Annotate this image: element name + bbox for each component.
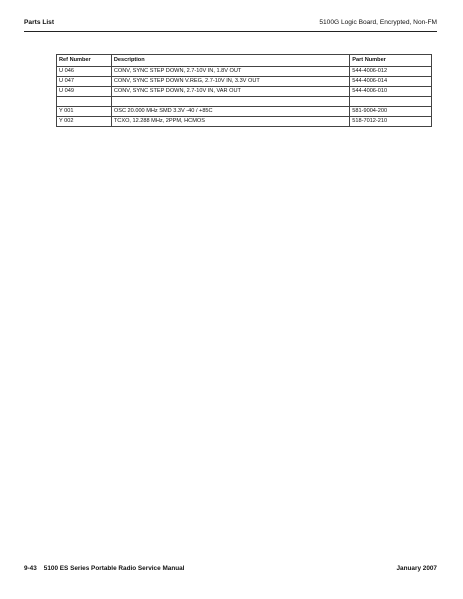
publication-date: January 2007 [396, 565, 437, 572]
table-header-row [57, 55, 432, 67]
description-cell: CONV, SYNC STEP DOWN, 2.7-10V IN, VAR OUT [111, 87, 349, 97]
ref-number-cell: Y 001 [57, 107, 112, 117]
table-row [57, 107, 432, 117]
column-header-part-number: Part Number [350, 55, 432, 67]
page-header [24, 17, 437, 32]
part-number-cell: 544-4006-014 [350, 77, 432, 87]
ref-number-cell: U 046 [57, 67, 112, 77]
description-cell: CONV, SYNC STEP DOWN V.REG, 2.7-10V IN, 3.3V OUT [111, 77, 349, 87]
parts-table [56, 54, 432, 127]
part-number-cell: 544-4006-012 [350, 67, 432, 77]
board-title: 5100G Logic Board, Encrypted, Non-FM [319, 19, 437, 26]
footer-left [24, 565, 184, 572]
table-row [57, 87, 432, 97]
column-header-ref-number: Ref Number [57, 55, 112, 67]
page-footer [24, 565, 437, 575]
ref-number-cell [57, 97, 112, 107]
page-number: 9-43 [24, 565, 37, 572]
description-cell: OSC 20.000 MHz SMD 3.3V -40 / +85C [111, 107, 349, 117]
table-row [57, 77, 432, 87]
part-number-cell: 581-9004-200 [350, 107, 432, 117]
description-cell: CONV, SYNC STEP DOWN, 2.7-10V IN, 1.8V OUT [111, 67, 349, 77]
part-number-cell: 544-4006-010 [350, 87, 432, 97]
ref-number-cell: Y 002 [57, 117, 112, 127]
section-title: Parts List [24, 19, 55, 26]
table-row [57, 117, 432, 127]
description-cell: TCXO, 12.288 MHz, 2PPM, HCMOS [111, 117, 349, 127]
table-row [57, 67, 432, 77]
ref-number-cell: U 047 [57, 77, 112, 87]
manual-title: 5100 ES Series Portable Radio Service Manual [43, 565, 185, 572]
table-row-empty [57, 97, 432, 107]
ref-number-cell: U 049 [57, 87, 112, 97]
description-cell [111, 97, 349, 107]
part-number-cell [350, 97, 432, 107]
part-number-cell: 518-7012-210 [350, 117, 432, 127]
column-header-description: Description [111, 55, 349, 67]
